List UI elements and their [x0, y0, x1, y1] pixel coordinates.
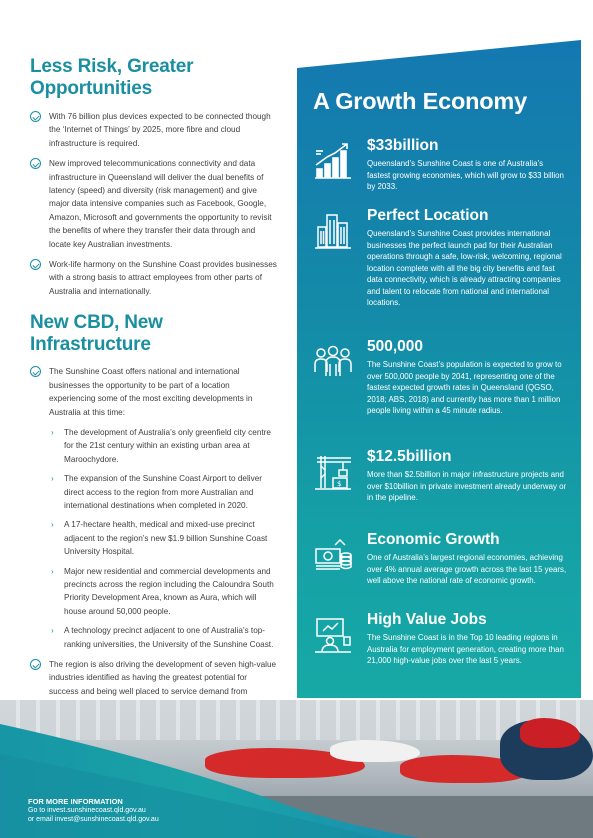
chevron-right-icon: › [51, 626, 54, 636]
bullet-text: New improved telecommunications connectivity and data infrastructure in Queensland will deliver the dual benefits of latency (speed) and diversity (risk management) and give major data intensive companies such as Facebook, Google, Amazon, Microsoft and governments the opportunity to revisit the benefits of where they transfer their data through and locate key Australian investments. [49, 159, 272, 249]
bullet-text: Work-life harmony on the Sunshine Coast provides businesses with a strong basis to attract employees from other parts of Australia and internationally. [49, 260, 277, 296]
growth-economy-panel [297, 40, 581, 698]
sub-bullet-text: Major new residential and commercial developments and precincts across the region including the Caloundra South Priority Development Area, known as Aura, which will house around 50,000 people. [64, 566, 274, 616]
check-circle-icon [30, 111, 41, 122]
chevron-right-icon: › [51, 520, 54, 530]
list-item [30, 258, 278, 298]
bullet-text: With 76 billion plus devices expected to be connected though the ‘Internet of Things’ by 2025, more fibre and cloud infrastructure is required. [49, 112, 271, 148]
chevron-right-icon: › [51, 474, 54, 484]
sub-list-item [49, 624, 278, 651]
footer-title: FOR MORE INFORMATION [28, 797, 123, 806]
stat-body: One of Australia’s largest regional economies, achieving over 4% annual average growth across the last 15 years, well above the national rate of economic growth. [367, 553, 567, 585]
stat-heading: $12.5billion [367, 448, 452, 465]
footer-website-link[interactable]: Go to invest.sunshinecoast.qld.gov.au [28, 807, 146, 814]
sub-bullet-text: The expansion of the Sunshine Coast Airport to deliver direct access to the region from more Australian and international destinations when completed in 2020. [64, 474, 262, 510]
sub-list [49, 426, 278, 651]
bullet-text: The Sunshine Coast offers national and international businesses the opportunity to be part of a location experiencing some of the most exciting developments in Australia at this time: [49, 367, 253, 417]
crane-construction-icon [313, 452, 353, 492]
people-group-icon [313, 342, 353, 382]
chevron-right-icon: › [51, 566, 54, 576]
footer-contact [28, 797, 159, 824]
sub-list-item [49, 518, 278, 558]
chevron-right-icon: › [51, 427, 54, 437]
stat-body: Queensland’s Sunshine Coast is one of Australia’s fastest growing economies, which will grow to $33 billion by 2033. [367, 159, 564, 191]
check-circle-icon [30, 259, 41, 270]
stat-body: The Sunshine Coast is in the Top 10 leading regions in Australia for employment generation, creating more than 21,000 high-value jobs over the last 5 years. [367, 633, 564, 665]
money-stack-icon [313, 535, 353, 575]
growth-chart-icon [313, 141, 353, 181]
list-item [30, 365, 278, 651]
stat-body: The Sunshine Coast’s population is expected to grow to over 500,000 people by 2041, representing one of the fastest expected growth rates in Queensland (QGSO, 2018; ABS, 2018) and currently has more than 1 million people living within a 45 minute radius. [367, 360, 562, 415]
footer-email-link[interactable]: or email invest@sunshinecoast.qld.gov.au [28, 816, 159, 823]
stat-heading: Economic Growth [367, 531, 500, 548]
sub-list-item [49, 426, 278, 466]
bullet-text: The region is also driving the development of seven high-value industries identified as having the greatest potential for success and being well placed to service demand from [49, 660, 277, 696]
check-circle-icon [30, 659, 41, 670]
sub-bullet-text: A technology precinct adjacent to one of Australia’s top-ranking universities, the University of the Sunshine Coast. [64, 626, 274, 649]
sub-list-item [49, 565, 278, 619]
list-item [30, 157, 278, 251]
list-item [30, 110, 278, 150]
section-title-less-risk: Less Risk, Greater Opportunities [30, 56, 194, 99]
left-column [30, 56, 278, 719]
city-buildings-icon [313, 211, 353, 251]
sub-bullet-text: A 17-hectare health, medical and mixed-use precinct adjacent to the region’s new $1.9 billion Sunshine Coast University Hospital. [64, 520, 268, 557]
stat-heading: High Value Jobs [367, 611, 487, 628]
check-circle-icon [30, 158, 41, 169]
new-cbd-list [30, 365, 278, 711]
less-risk-list [30, 110, 278, 298]
svg-text:$: $ [337, 480, 342, 488]
panel-title: A Growth Economy [313, 88, 527, 114]
stat-heading: Perfect Location [367, 207, 489, 224]
stat-heading: $33billion [367, 137, 439, 154]
sub-list-item [49, 472, 278, 512]
check-circle-icon [30, 366, 41, 377]
worker-desk-icon [313, 615, 353, 655]
sub-bullet-text: The development of Australia’s only greenfield city centre for the 21st century within an existing urban area at Maroochydore. [64, 427, 271, 464]
stat-heading: 500,000 [367, 338, 424, 355]
stat-body: More than $2.5billion in major infrastructure projects and over $10billion in private investment already underway or in the pipeline. [367, 470, 567, 502]
stat-body: Queensland’s Sunshine Coast provides international businesses the perfect launch pad for their Australian operations through a safe, low-risk, welcoming, regional location complete with all the big city benefits and fast data connectivity, which is already attracting companies and talent to relocate from national and international locations. [367, 229, 562, 307]
panel-top-cut [297, 40, 581, 68]
section-title-new-cbd: New CBD, New Infrastructure [30, 312, 163, 356]
